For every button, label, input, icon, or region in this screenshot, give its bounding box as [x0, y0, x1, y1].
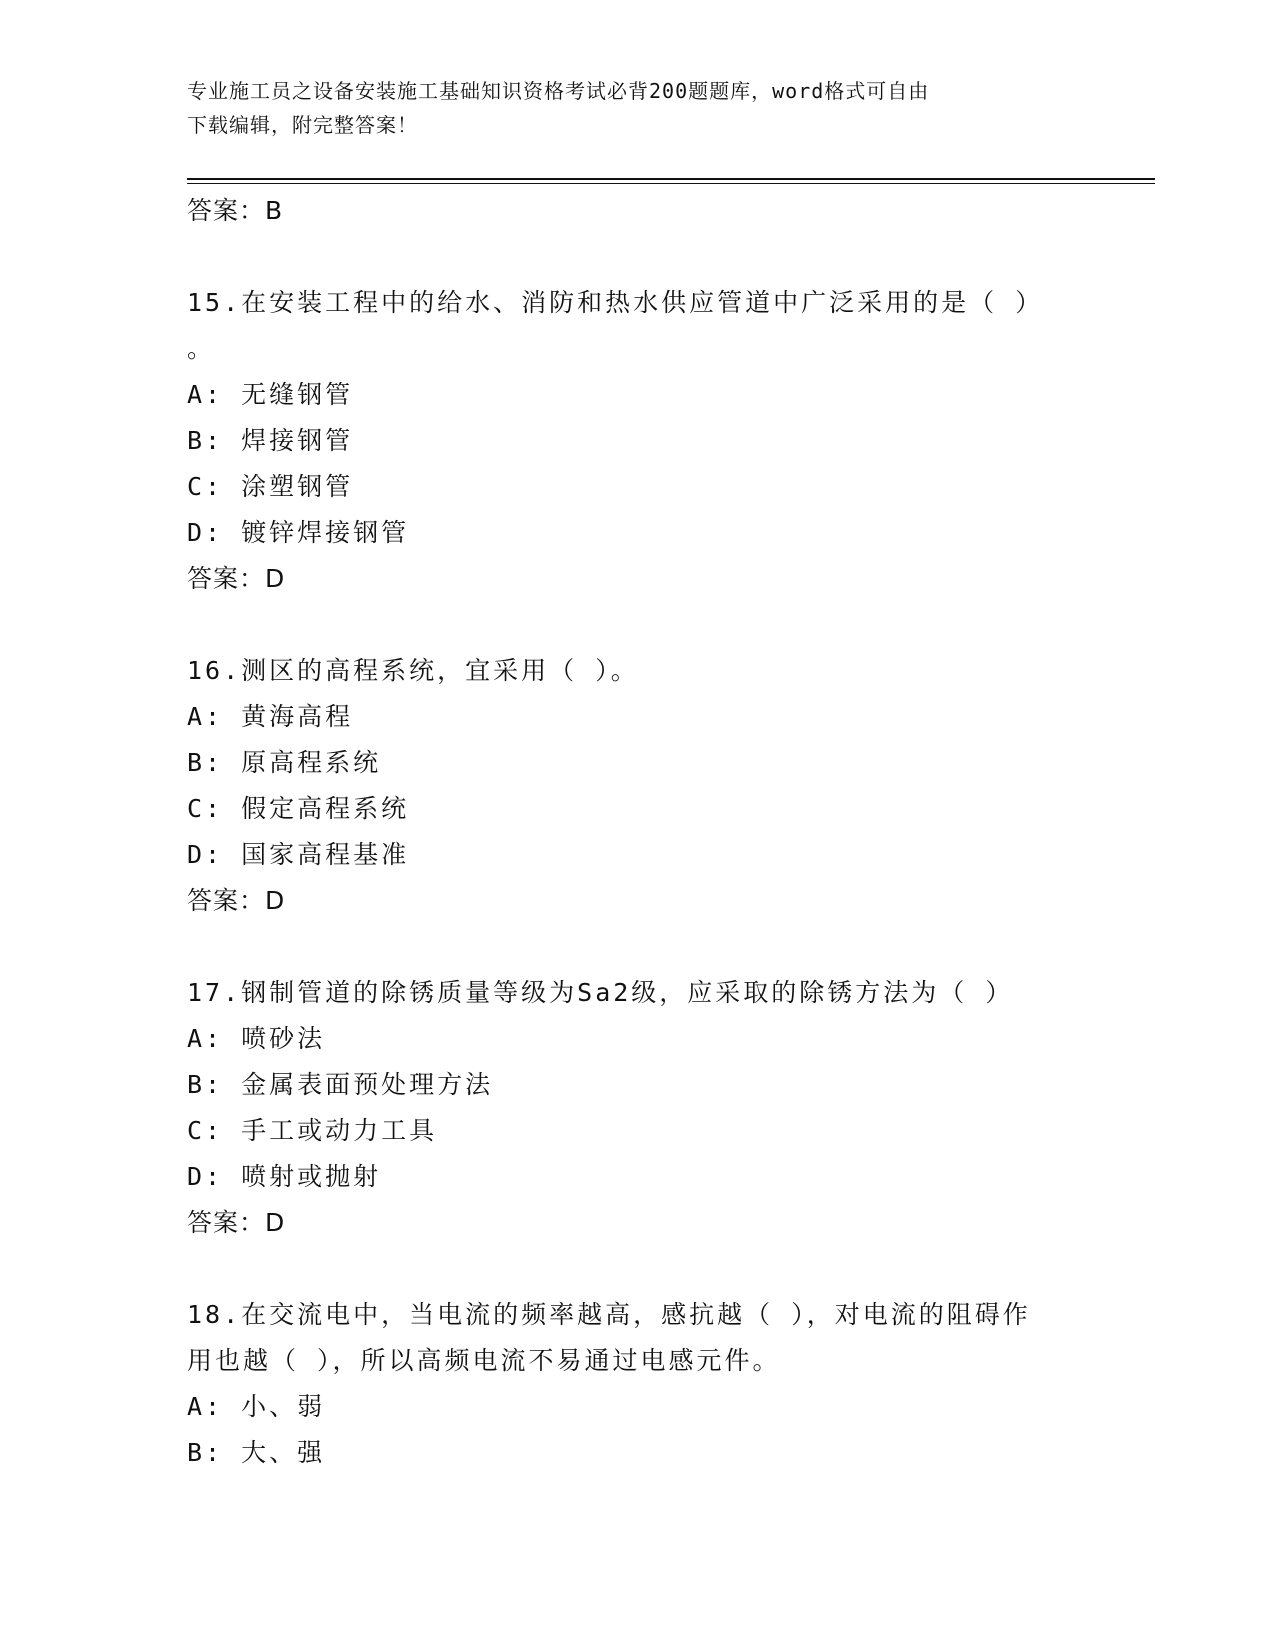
- question-17: [187, 970, 1067, 1246]
- question-16: [187, 648, 1067, 924]
- option-a: A: 无缝钢管: [187, 380, 354, 409]
- header-divider: [187, 178, 1155, 180]
- spacer: [187, 602, 1067, 648]
- spacer: [187, 1246, 1067, 1292]
- option-b: B: 原高程系统: [187, 748, 382, 777]
- option-c: C: 涂塑钢管: [187, 472, 354, 501]
- header-line-1: 专业施工员之设备安装施工基础知识资格考试必背200题题库，word格式可自由: [187, 79, 930, 103]
- question-text: 15.在安装工程中的给水、消防和热水供应管道中广泛采用的是（ ）: [187, 288, 1044, 317]
- option-d: D: 喷射或抛射: [187, 1162, 382, 1191]
- answer-line: 答案：B: [187, 196, 284, 225]
- option-c: C: 手工或动力工具: [187, 1116, 438, 1145]
- question-text: 16.测区的高程系统，宜采用（ ）。: [187, 656, 639, 685]
- option-a: A: 黄海高程: [187, 702, 354, 731]
- question-18: [187, 1292, 1067, 1476]
- question-text-cont: 。: [187, 334, 216, 363]
- option-d: D: 国家高程基准: [187, 840, 410, 869]
- spacer: [187, 234, 1067, 280]
- question-15: [187, 280, 1067, 602]
- option-b: B: 焊接钢管: [187, 426, 354, 455]
- answer-line: 答案：D: [187, 886, 286, 915]
- question-list: [187, 188, 1067, 1476]
- option-b: B: 金属表面预处理方法: [187, 1070, 494, 1099]
- option-b: B: 大、强: [187, 1438, 326, 1467]
- question-text-cont: 用也越（ ），所以高频电流不易通过电感元件。: [187, 1346, 781, 1375]
- answer-line: 答案：D: [187, 564, 286, 593]
- question-text: 17.钢制管道的除锈质量等级为Sa2级，应采取的除锈方法为（ ）: [187, 978, 1014, 1007]
- question-text: 18.在交流电中，当电流的频率越高，感抗越（ ），对电流的阻碍作: [187, 1300, 1031, 1329]
- option-d: D: 镀锌焊接钢管: [187, 518, 410, 547]
- document-header: [187, 74, 1087, 142]
- option-c: C: 假定高程系统: [187, 794, 410, 823]
- option-a: A: 小、弱: [187, 1392, 326, 1421]
- option-a: A: 喷砂法: [187, 1024, 326, 1053]
- header-line-2: 下载编辑，附完整答案！: [187, 113, 418, 137]
- spacer: [187, 924, 1067, 970]
- header-divider-thin: [187, 183, 1155, 184]
- answer-line: 答案：D: [187, 1208, 286, 1237]
